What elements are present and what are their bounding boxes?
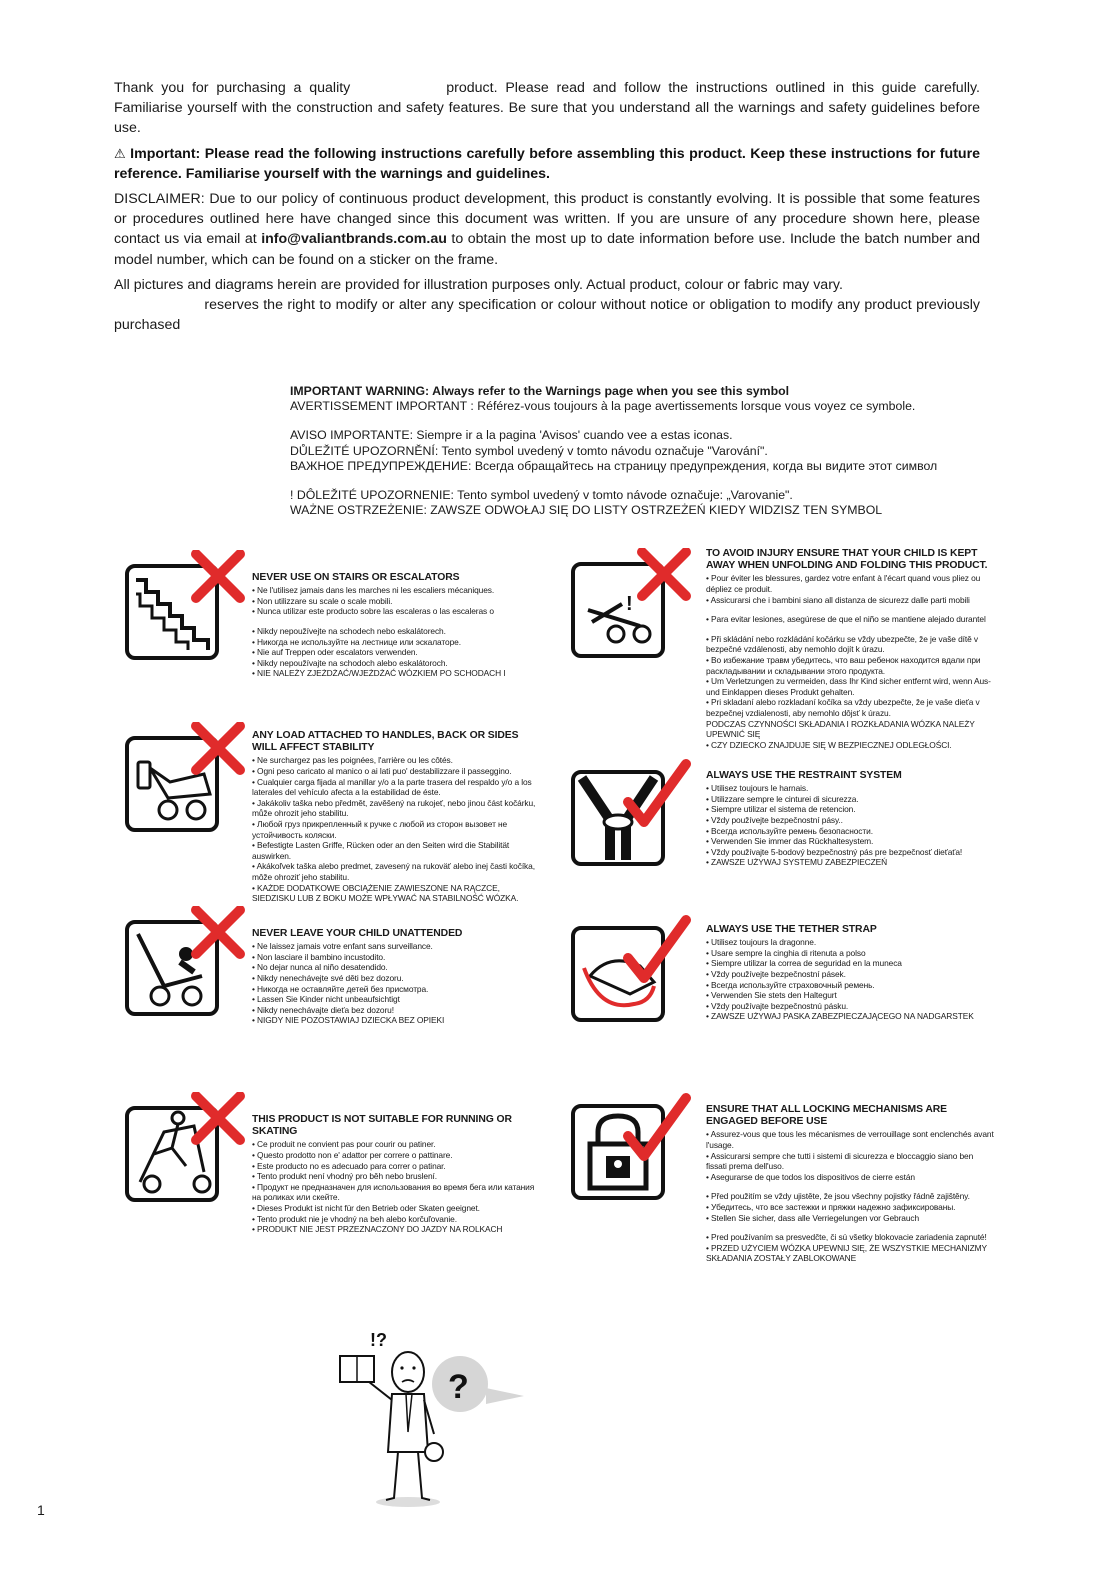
card-line: • Ogni peso caricato al manico o ai lati puo' destabilizzare il passeggino.	[252, 766, 512, 776]
card-line: • Verwenden Sie stets den Haltegurt	[706, 990, 837, 1001]
important-text: Important: Please read the following instructions carefully before assembling this product. Keep these instructions for future reference. Familiarise yourself with the warnings and guidelines.	[114, 145, 981, 182]
card-line: • Ne surchargez pas les poignées, l'arrière ou les côtés.	[252, 755, 453, 766]
card-line: • Před použitím se vždy ujistěte, že jsou všechny pojistky řádně zajištěny.	[706, 1191, 970, 1202]
card-line: • CZY DZIECKO ZNAJDUJE SIĘ W BEZPIECZNEJ ODLEGŁOŚCI.	[706, 739, 952, 750]
svg-text:!: !	[626, 593, 633, 615]
card-line: • Lassen Sie Kinder nicht unbeaufsichtigt	[252, 994, 400, 1005]
card-line: • Cualquier carga fijada al manillar y/o a la parte trasera del respaldo y/o a los laterales del vehículo afecta a la estabilidad de éste.	[252, 776, 532, 798]
intro-text-b: product. Please read and follow the instructions outlined in this guide carefully. Familiarise yourself with the construction and safety features. Be sure that you understand all the warnings and safety guidelines before use.	[114, 80, 980, 137]
card-line: • Ne laissez jamais votre enfant sans surveillance.	[252, 941, 433, 952]
card-line: • Vždy používajte bezpečnostnú pásku.	[706, 1000, 849, 1011]
card-line: • Usare sempre la cinghia di ritenuta a polso	[706, 947, 866, 958]
intro-paragraph	[114, 78, 980, 139]
padlock-icon	[570, 1090, 694, 1202]
important-notice	[114, 144, 980, 184]
pictures-text-b: reserves the right to modify or alter any specification or colour without notice or obligation to modify any product previously purchased	[114, 297, 980, 334]
intro-text-a: Thank you for purchasing a quality	[114, 80, 351, 96]
card-line: • Продукт не предназначен для использования во время бега или катания на роликах или скейте.	[252, 1181, 535, 1203]
card-line: • PRZED UŻYCIEM WÓZKA UPEWNIJ SIĘ, ŻE WSZYSTKIE MECHANIZMY SKŁADANIA ZOSTAŁY ZABLOKOWANE	[706, 1242, 987, 1264]
card-line: • Non lasciare il bambino incustodito.	[252, 951, 386, 962]
card-line: • NIE NALEŻY ZJEŻDŻAĆ/WJEŻDŻAĆ WÓZKIEM PO SCHODACH I	[252, 668, 506, 679]
disclaimer-paragraph	[114, 189, 980, 270]
tether-strap-icon	[570, 912, 694, 1024]
card-line: • Siempre utilizar la correa de seguridad en la muneca	[706, 958, 902, 969]
card-line: • Nikdy nepoužívejte na schodech nebo eskalátorech.	[252, 625, 446, 636]
running-skating-icon	[124, 1092, 248, 1204]
card-line: • Jakákoliv taška nebo předmět, zavěšený na rukojeť, nebo jinou část kočárku, může ohrozit jeho stabilitu.	[252, 797, 536, 819]
card-line: • Nikdy nepoužívajte na schodoch alebo eskalátoroch.	[252, 657, 448, 668]
pictures-paragraph	[114, 275, 980, 336]
card-line: • No dejar nunca al niño desatendido.	[252, 962, 388, 973]
warning-es: AVISO IMPORTANTE: Siempre ir a la pagina 'Avisos' cuando vee a estas iconas.	[290, 428, 733, 443]
card-title: NEVER LEAVE YOUR CHILD UNATTENDED	[252, 928, 463, 939]
card-line: • Assicurarsi sempre che tutti i sistemi di sicurezza e bloccaggio siano ben fissati prema dell'uso.	[706, 1150, 974, 1172]
loaded-stroller-icon	[124, 722, 248, 834]
card-line: • Assicurarsi che i bambini siano all distanza de sicurezz dalle parti mobili	[706, 594, 970, 605]
stairs-icon	[124, 550, 248, 662]
card-title: NEVER USE ON STAIRS OR ESCALATORS	[252, 572, 460, 583]
card-line: • Nunca utilizar este producto sobre las escaleras o las escaleras o	[252, 606, 494, 617]
card-line: • Nikdy nenechávejte své děti bez dozoru.	[252, 972, 404, 983]
card-title: ALWAYS USE THE TETHER STRAP	[706, 924, 877, 935]
card-line: • Při skládání nebo rozkládání kočárku se vždy ubezpečte, že je vaše dítě v bezpečné vzdálenosti, aby nemohlo dojít k úrazu.	[706, 633, 978, 655]
unattended-child-icon	[124, 906, 248, 1018]
card-line: • Никогда не используйте на лестнице или эскалаторе.	[252, 636, 461, 647]
card-line: • Stellen Sie sicher, dass alle Verriegelungen vor Gebrauch	[706, 1212, 920, 1223]
card-line: • Utilisez toujours la dragonne.	[706, 937, 817, 948]
card-line: • Во избежание травм убедитесь, что ваш ребенок находится вдали при раскладывании и складывании этого продукта.	[706, 654, 981, 676]
card-line: • Pour éviter les blessures, gardez votre enfant à l'écart quand vous pliez ou dépliez ce produit.	[706, 573, 981, 594]
warning-pl: WAŻNE OSTRZEŻENIE: ZAWSZE ODWOŁAJ SIĘ DO LISTY OSTRZEŻEŃ KIEDY WIDZISZ TEN SYMBOL	[290, 503, 883, 518]
folding-stroller-icon	[570, 548, 694, 660]
card-line: • Verwenden Sie immer das Rückhaltesystem.	[706, 836, 874, 847]
card-title: ALWAYS USE THE RESTRAINT SYSTEM	[706, 770, 902, 781]
card-line: • Убедитесь, что все застежки и пряжки надежно зафиксированы.	[706, 1201, 956, 1212]
card-line: • Vždy používejte bezpečnostní pásy..	[706, 814, 843, 825]
card-title: TO AVOID INJURY ENSURE THAT YOUR CHILD IS KEPT AWAY WHEN UNFOLDING AND FOLDING THIS PRODUCT.	[706, 548, 988, 572]
disclaimer-text-b: to obtain the most up to date information before use. Include the batch number and model number, which can be found on a sticker on the frame.	[114, 231, 980, 268]
card-line: • Non utilizzare su scale o scale mobili.	[252, 595, 393, 606]
card-line: • KAŻDE DODATKOWE OBCIĄŻENIE ZAWIESZONE NA RĄCZCE, SIEDZISKU LUB Z BOKU MOŻE WPŁYWAĆ NA STABILNOŚĆ WÓZKA.	[252, 882, 519, 904]
card-line: • Utilisez toujours le harnais.	[706, 783, 809, 794]
card-title: ENSURE THAT ALL LOCKING MECHANISMS ARE ENGAGED BEFORE USE	[706, 1104, 947, 1128]
card-line: • Любой груз прикрепленный к ручке с любой из сторон вызовет не устойчивость коляски.	[252, 818, 508, 840]
card-line: • Всегда используйте ремень безопасности.	[706, 825, 873, 836]
exclaim-question-icon: !?	[370, 1330, 387, 1350]
card-line: • Befestigte Lasten Griffe, Rücken oder an den Seiten wird die Stabilität auswirken.	[252, 840, 510, 861]
card-title: THIS PRODUCT IS NOT SUITABLE FOR RUNNING OR SKATING	[252, 1114, 512, 1138]
confused-reader-illustration	[330, 1322, 530, 1512]
warning-sk: ! DÔLEŽITÉ UPOZORNENIE: Tento symbol uvedený v tomto návode označuje: „Varovanie".	[290, 488, 793, 503]
card-line: • Vždy používajte 5-bodový bezpečnostný pás pre bezpečnosť dieťaťa!	[706, 846, 963, 857]
card-line: • ZAWSZE UŻYWAJ PASKA ZABEZPIECZAJĄCEGO NA NADGARSTEK	[706, 1011, 974, 1022]
restraint-harness-icon	[570, 756, 694, 868]
warning-en: IMPORTANT WARNING: Always refer to the Warnings page when you see this symbol	[290, 384, 790, 398]
card-line: • ZAWSZE UŻYWAJ SYSTEMU ZABEZPIECZEŃ	[706, 857, 888, 868]
contact-email: info@valiantbrands.com.au	[261, 231, 447, 248]
warning-triangle-icon: ⚠	[114, 145, 127, 161]
warning-ru: ВАЖНОЕ ПРЕДУПРЕЖДЕНИЕ: Всегда обращайтесь на страницу предупреждения, когда вы видите этот символ	[290, 458, 938, 473]
card-line: • PRODUKT NIE JEST PRZEZNACZONY DO JAZDY NA ROLKACH	[252, 1224, 503, 1235]
card-line: • Никогда не оставляйте детей без присмотра.	[252, 983, 429, 994]
card-line: • Pri skladaní alebo rozkladaní kočíka sa vždy ubezpečte, že je vaše dieťa v bezpečnej vzdialenosti, aby nemohlo dôjsť k úrazu.	[706, 697, 980, 718]
card-line: • Siempre utilizar el sistema de retencion.	[706, 804, 856, 815]
card-title: ANY LOAD ATTACHED TO HANDLES, BACK OR SIDES WILL AFFECT STABILITY	[252, 730, 519, 754]
card-line: • Assurez-vous que tous les mécanismes de verrouillage sont enclenchés avant l'usage.	[706, 1129, 994, 1150]
card-line: • Vždy používejte bezpečnostní pásek.	[706, 968, 846, 979]
card-line: • Nie auf Treppen oder escalators verwenden.	[252, 647, 418, 658]
card-line: • Tento produkt nie je vhodný na beh alebo korčuľovanie.	[252, 1213, 457, 1224]
card-line: • Nikdy nenechávajte dieťa bez dozoru!	[252, 1004, 394, 1015]
warning-symbol-block	[290, 384, 950, 518]
page-number: 1	[37, 1502, 45, 1518]
card-line: • Tento produkt není vhodný pro běh nebo bruslení.	[252, 1171, 437, 1182]
card-line: • Всегда используйте страховочный ремень.	[706, 979, 875, 990]
card-line: • Questo prodotto non e' adattor per correre o pattinare.	[252, 1150, 453, 1160]
card-line: PODCZAS CZYNNOŚCI SKŁADANIA I ROZKŁADANIA WÓZKA NALEŻY UPEWNIĆ SIĘ	[706, 718, 975, 740]
card-line: • Ce produit ne convient pas pour courir ou patiner.	[252, 1139, 436, 1150]
card-line: • Ne l'utilisez jamais dans les marches ni les escaliers mécaniques.	[252, 585, 495, 596]
question-mark-icon: ?	[448, 1368, 469, 1406]
pictures-text-a: All pictures and diagrams herein are provided for illustration purposes only. Actual product, colour or fabric may vary.	[114, 276, 843, 293]
card-line: • Dieses Produkt ist nicht für den Betrieb oder Skaten geeignet.	[252, 1202, 480, 1213]
card-line: • Asegurarse de que todos los dispositivos de cierre están	[706, 1171, 915, 1182]
card-line: • Para evitar lesiones, asegúrese de que el niño se mantiene alejado durantel	[706, 614, 986, 625]
card-line: • Este producto no es adecuado para correr o patinar.	[252, 1160, 446, 1171]
card-line: • Pred používaním sa presvedčte, či sú všetky blokovacie zariadenia zapnuté!	[706, 1232, 987, 1243]
disclaimer-text-a: DISCLAIMER: Due to our policy of continuous product development, this product is constantly evolving. It is possible that some features or procedures outlined here have changed since this document was written. If you are unsure of any procedure shown here, please contact us via email at	[114, 191, 980, 248]
card-line: • Akákoľvek taška alebo predmet, zavesený na rukoväť alebo inej časti kočíka, môže ohroziť jeho stabilitu.	[252, 861, 535, 882]
warning-cs: DŮLEŽITÉ UPOZORNĚNÍ: Tento symbol uvedený v tomto návodu označuje "Varování".	[290, 443, 768, 458]
intro-section	[114, 78, 980, 340]
card-line: • Um Verletzungen zu vermeiden, dass Ihr Kind sicher entfernt wird, wenn Aus- und Einklappen dieses Produkt gehalten.	[706, 676, 991, 697]
card-line: • Utilizzare sempre le cinturei di sicurezza.	[706, 793, 859, 804]
warning-fr: AVERTISSEMENT IMPORTANT : Référez-vous toujours à la page avertissements lorsque vous voyez ce symbole.	[290, 399, 916, 414]
card-line: • NIGDY NIE POZOSTAWIAJ DZIECKA BEZ OPIEKI	[252, 1015, 445, 1026]
